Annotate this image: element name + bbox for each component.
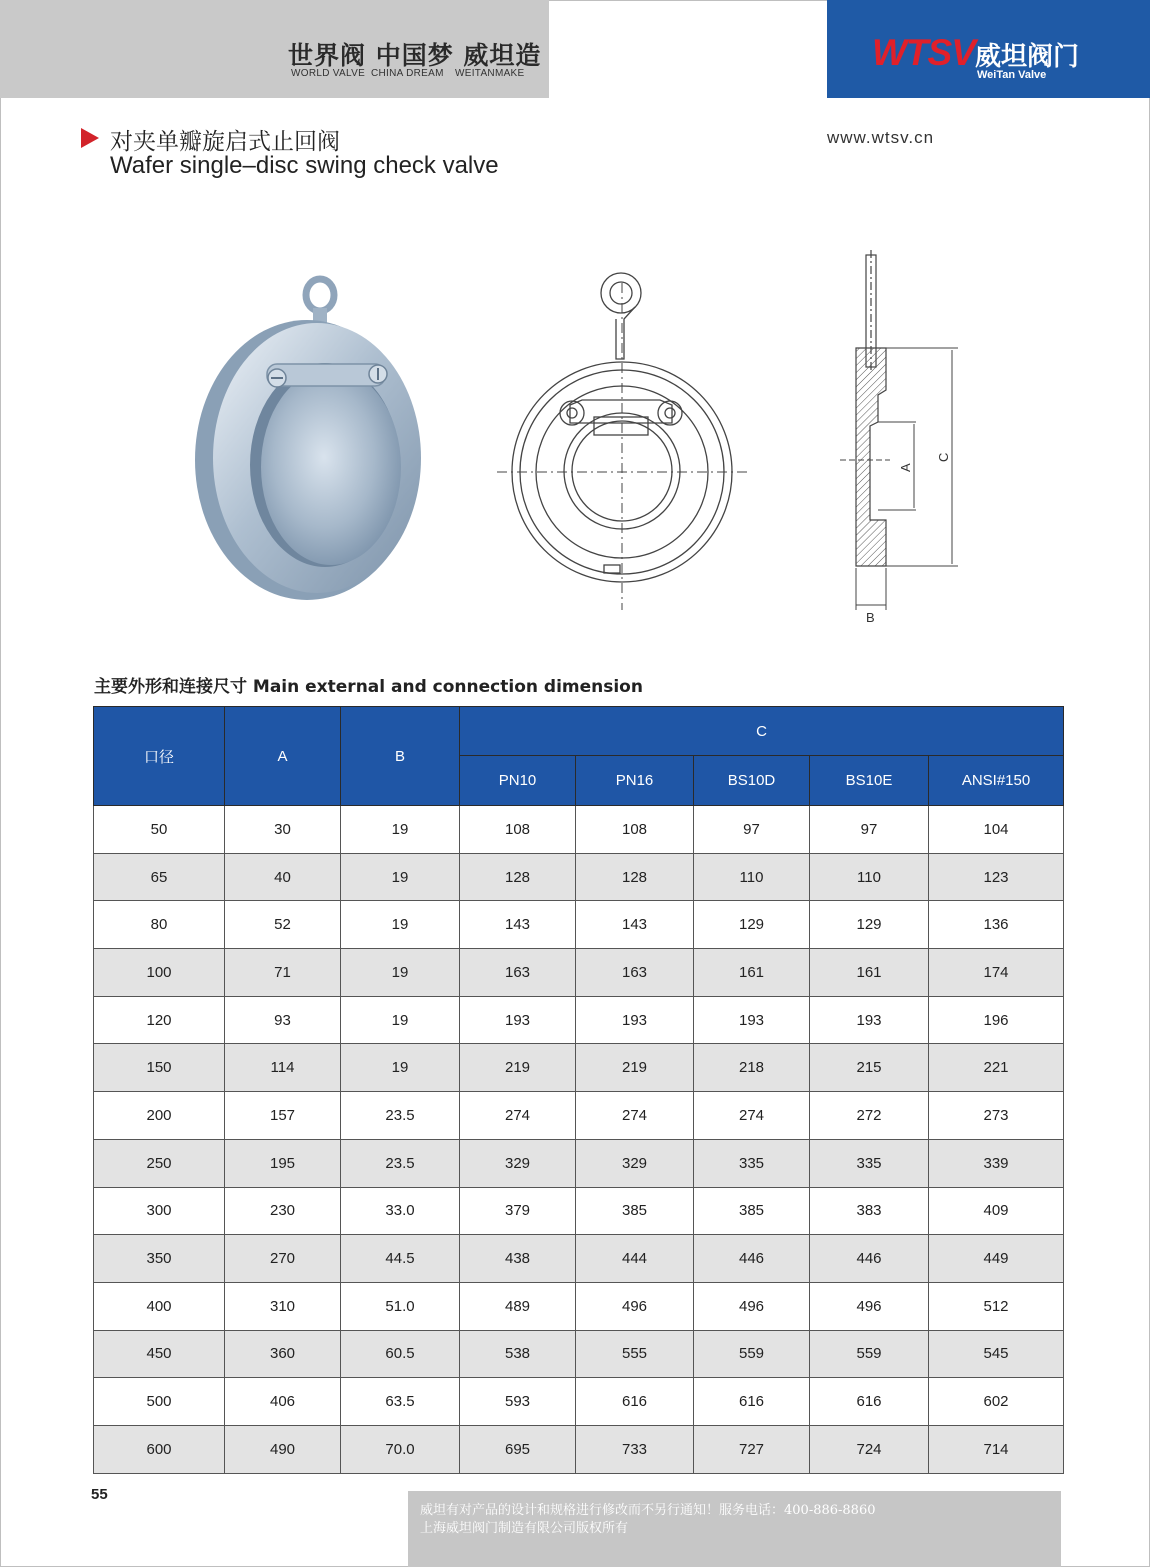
table-cell: 33.0 [341, 1187, 460, 1235]
table-row [94, 1330, 1064, 1378]
table-cell: 270 [225, 1235, 341, 1283]
brand-name-en: WeiTan Valve [977, 69, 1047, 81]
table-cell: 616 [576, 1378, 694, 1426]
table-cell: 219 [460, 1044, 576, 1092]
table-cell: 230 [225, 1187, 341, 1235]
header-pn10: PN10 [460, 756, 576, 806]
table-cell: 360 [225, 1330, 341, 1378]
table-cell: 329 [576, 1139, 694, 1187]
table-cell: 80 [94, 901, 225, 949]
header-bs10e: BS10E [810, 756, 929, 806]
table-row [94, 806, 1064, 854]
table-cell: 538 [460, 1330, 576, 1378]
table-cell: 300 [94, 1187, 225, 1235]
table-cell: 120 [94, 996, 225, 1044]
table-cell: 496 [810, 1282, 929, 1330]
table-cell: 128 [460, 853, 576, 901]
footer-band [408, 1491, 1061, 1567]
table-cell: 593 [460, 1378, 576, 1426]
table-cell: 163 [460, 949, 576, 997]
table-cell: 104 [929, 806, 1064, 854]
table-row [94, 1425, 1064, 1473]
table-cell: 174 [929, 949, 1064, 997]
side-view-drawing [830, 250, 960, 630]
table-cell: 114 [225, 1044, 341, 1092]
table-cell: 444 [576, 1235, 694, 1283]
dim-label-c: C [936, 452, 951, 462]
table-cell: 446 [694, 1235, 810, 1283]
table-cell: 19 [341, 1044, 460, 1092]
table-cell: 51.0 [341, 1282, 460, 1330]
table-cell: 733 [576, 1425, 694, 1473]
table-cell: 385 [576, 1187, 694, 1235]
table-cell: 193 [694, 996, 810, 1044]
table-cell: 60.5 [341, 1330, 460, 1378]
table-cell: 157 [225, 1092, 341, 1140]
table-cell: 193 [460, 996, 576, 1044]
table-cell: 19 [341, 806, 460, 854]
footer-notice: 威坦有对产品的设计和规格进行修改而不另行通知！服务电话：400-886-8860 [420, 1503, 876, 1518]
table-cell: 438 [460, 1235, 576, 1283]
header-a: A [225, 707, 341, 806]
table-row [94, 1044, 1064, 1092]
table-cell: 71 [225, 949, 341, 997]
table-cell: 143 [576, 901, 694, 949]
table-cell: 616 [694, 1378, 810, 1426]
table-cell: 19 [341, 996, 460, 1044]
table-cell: 274 [460, 1092, 576, 1140]
table-row [94, 1187, 1064, 1235]
table-cell: 250 [94, 1139, 225, 1187]
table-cell: 559 [694, 1330, 810, 1378]
table-cell: 724 [810, 1425, 929, 1473]
table-cell: 602 [929, 1378, 1064, 1426]
table-cell: 100 [94, 949, 225, 997]
table-row [94, 853, 1064, 901]
table-cell: 196 [929, 996, 1064, 1044]
table-cell: 23.5 [341, 1092, 460, 1140]
slogan-en-weitanmake: WEITANMAKE [455, 68, 525, 79]
table-cell: 350 [94, 1235, 225, 1283]
dim-label-a: A [898, 463, 913, 472]
table-cell: 63.5 [341, 1378, 460, 1426]
header-bs10d: BS10D [694, 756, 810, 806]
table-cell: 195 [225, 1139, 341, 1187]
header-pn16: PN16 [576, 756, 694, 806]
header-ansi150: ANSI#150 [929, 756, 1064, 806]
table-cell: 385 [694, 1187, 810, 1235]
table-cell: 335 [694, 1139, 810, 1187]
brand-name-cn: 威坦阀门 [975, 42, 1080, 72]
table-cell: 110 [694, 853, 810, 901]
table-cell: 500 [94, 1378, 225, 1426]
slogan-en-world-valve: WORLD VALVE [291, 68, 366, 79]
table-cell: 136 [929, 901, 1064, 949]
table-cell: 449 [929, 1235, 1064, 1283]
table-row [94, 901, 1064, 949]
table-row [94, 1378, 1064, 1426]
table-cell: 93 [225, 996, 341, 1044]
table-cell: 70.0 [341, 1425, 460, 1473]
table-cell: 496 [694, 1282, 810, 1330]
dimension-table [93, 706, 1064, 1474]
valve-photo [185, 270, 435, 605]
page-number: 55 [91, 1486, 108, 1503]
table-row [94, 1235, 1064, 1283]
table-cell: 19 [341, 949, 460, 997]
dim-label-b: B [866, 610, 875, 625]
table-cell: 400 [94, 1282, 225, 1330]
header-b: B [341, 707, 460, 806]
table-cell: 50 [94, 806, 225, 854]
table-cell: 490 [225, 1425, 341, 1473]
table-cell: 406 [225, 1378, 341, 1426]
table-cell: 512 [929, 1282, 1064, 1330]
header-c: C [460, 707, 1064, 756]
table-cell: 30 [225, 806, 341, 854]
table-cell: 161 [810, 949, 929, 997]
table-cell: 65 [94, 853, 225, 901]
table-cell: 108 [460, 806, 576, 854]
table-cell: 193 [576, 996, 694, 1044]
table-cell: 496 [576, 1282, 694, 1330]
table-cell: 545 [929, 1330, 1064, 1378]
header-slogan-band [0, 0, 549, 98]
table-cell: 129 [694, 901, 810, 949]
table-cell: 19 [341, 901, 460, 949]
table-cell: 129 [810, 901, 929, 949]
table-title: 主要外形和连接尺寸 Main external and connection dimension [94, 677, 643, 697]
table-cell: 383 [810, 1187, 929, 1235]
table-cell: 19 [341, 853, 460, 901]
table-cell: 40 [225, 853, 341, 901]
table-cell: 339 [929, 1139, 1064, 1187]
website-url: www.wtsv.cn [827, 128, 935, 147]
table-cell: 274 [694, 1092, 810, 1140]
table-row [94, 949, 1064, 997]
table-cell: 163 [576, 949, 694, 997]
table-cell: 200 [94, 1092, 225, 1140]
table-cell: 329 [460, 1139, 576, 1187]
footer-copyright: 上海威坦阀门制造有限公司版权所有 [420, 1521, 629, 1536]
table-cell: 221 [929, 1044, 1064, 1092]
header-dn: 口径 [94, 707, 225, 806]
brand-logo: WTSV [872, 32, 975, 73]
table-cell: 489 [460, 1282, 576, 1330]
table-row [94, 1092, 1064, 1140]
table-cell: 218 [694, 1044, 810, 1092]
table-cell: 273 [929, 1092, 1064, 1140]
table-cell: 274 [576, 1092, 694, 1140]
table-cell: 44.5 [341, 1235, 460, 1283]
table-cell: 161 [694, 949, 810, 997]
table-cell: 52 [225, 901, 341, 949]
table-cell: 97 [694, 806, 810, 854]
table-cell: 143 [460, 901, 576, 949]
table-cell: 714 [929, 1425, 1064, 1473]
table-cell: 695 [460, 1425, 576, 1473]
table-cell: 335 [810, 1139, 929, 1187]
table-cell: 193 [810, 996, 929, 1044]
table-row [94, 1282, 1064, 1330]
table-cell: 150 [94, 1044, 225, 1092]
table-cell: 123 [929, 853, 1064, 901]
table-cell: 409 [929, 1187, 1064, 1235]
slogan: 世界阀 中国梦 威坦造 [288, 41, 542, 70]
header-brand-band [827, 0, 1150, 98]
table-row [94, 1139, 1064, 1187]
product-title-cn: 对夹单瓣旋启式止回阀 [110, 129, 340, 155]
table-cell: 555 [576, 1330, 694, 1378]
table-cell: 450 [94, 1330, 225, 1378]
table-cell: 446 [810, 1235, 929, 1283]
table-cell: 272 [810, 1092, 929, 1140]
table-body [94, 806, 1064, 1474]
table-cell: 110 [810, 853, 929, 901]
title-triangle-icon [81, 128, 99, 148]
front-view-drawing [492, 255, 752, 615]
table-cell: 219 [576, 1044, 694, 1092]
table-cell: 97 [810, 806, 929, 854]
table-row [94, 996, 1064, 1044]
table-cell: 379 [460, 1187, 576, 1235]
table-cell: 310 [225, 1282, 341, 1330]
slogan-en-china-dream: CHINA DREAM [371, 68, 444, 79]
table-cell: 215 [810, 1044, 929, 1092]
table-cell: 616 [810, 1378, 929, 1426]
product-title-en: Wafer single–disc swing check valve [110, 152, 499, 179]
table-cell: 559 [810, 1330, 929, 1378]
table-cell: 600 [94, 1425, 225, 1473]
table-cell: 108 [576, 806, 694, 854]
table-cell: 23.5 [341, 1139, 460, 1187]
table-cell: 128 [576, 853, 694, 901]
table-cell: 727 [694, 1425, 810, 1473]
